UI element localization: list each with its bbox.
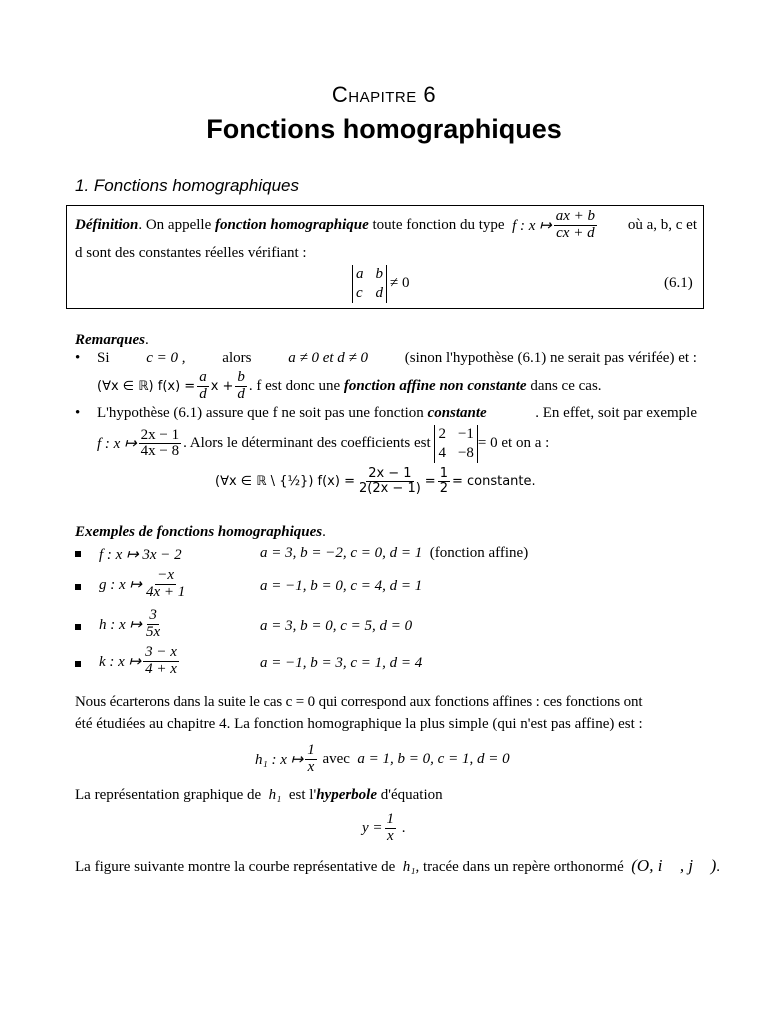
square-bullet-icon [75,661,81,667]
definition-f-prefix: f : x ↦ [512,217,552,234]
hyperbola-equation: y = $\frac{1}{x}$ . [362,811,406,844]
h1-definition: h₁ : x ↦ $\frac{1}{x}$ avec a = 1, b = 0, c = 1, d = 0 [255,742,510,775]
examples-heading: Exemples de fonctions homographiques. [75,524,326,540]
remark1-line1: Si c = 0 , alors a ≠ 0 et d ≠ 0 (sinon l'hypothèse (6.1) ne serait pas vérifée) et : [97,350,697,366]
example-coeffs: a = −1, b = 3, c = 1, d = 4 [260,655,423,671]
square-bullet-icon [75,584,81,590]
definition-term: fonction homographique [214,216,369,233]
paragraph-line: La figure suivante montre la courbe représentative de h₁, tracée dans un repère orthonormé (O, i⃗ , j⃗ ). [75,856,720,875]
remark2-line1: L'hypothèse (6.1) assure que f ne soit pas une fonction constante . En effet, soit par exemple [97,405,697,421]
definition-line2: d sont des constantes réelles vérifiant : [75,245,307,261]
example-lhs: h : x ↦ $\frac{3}{5x}$ [99,607,161,640]
bullet-icon: • [75,350,81,366]
definition-num: ax + b [555,208,595,224]
example-coeffs: a = −1, b = 0, c = 4, d = 1 [260,578,423,594]
definition-label: Définition [75,216,139,233]
section-heading: 1. Fonctions homographiques [75,176,299,195]
chapter-label: Chapitre 6 [331,82,437,107]
example-lhs: g : x ↦ $\frac{-x}{4x + 1}$ [99,567,186,600]
example-lhs: f : x ↦ 3x − 2 [99,547,182,563]
chapter-title: Fonctions homographiques [206,114,562,144]
square-bullet-icon [75,551,81,557]
remark1-line2: (∀x ∈ ℝ) f(x) = $\frac{a}{d}$ x + $\frac{b}{d}$ . f est donc une fonction affine non constante dans ce cas. [97,369,602,402]
remarks-label: Remarques. [75,332,149,348]
definition-text-b: toute fonction du type [372,216,505,233]
paragraph-line: Nous écarterons dans la suite le cas c = 0 qui correspond aux fonctions affines : ces fonctions ont [75,694,643,710]
equation-number: (6.1) [664,275,693,291]
example-coeffs: a = 3, b = 0, c = 5, d = 0 [260,618,413,634]
definition-text-a: On appelle [145,216,212,233]
example-lhs: k : x ↦ $\frac{3 - x}{4 + x}$ [99,644,177,677]
paragraph-line: La représentation graphique de h₁ est l'hyperbole d'équation [75,787,443,803]
remark2-line2: f : x ↦ $\frac{2x - 1}{4x - 8}$ . Alors le déterminant des coefficients est 2 −1 4 −8 = 0 et on a : [97,426,550,461]
square-bullet-icon [75,624,81,630]
remark2-formula: (∀x ∈ ℝ \ {½}) f(x) = $\frac{2x - 1}{2(2x - 1)}$ = $\frac{1}{2}$ = constante. [215,466,536,496]
definition-fraction [554,209,597,242]
definition-text-c: où a, b, c et [627,216,697,233]
paragraph-line: été étudiées au chapitre 4. La fonction homographique la plus simple (qui n'est pas affine) est : [75,716,643,732]
definition-determinant: a b c d ≠ 0 [352,265,409,303]
bullet-icon: • [75,405,81,421]
definition-den: cx + d [556,224,595,241]
example-coeffs: a = 3, b = −2, c = 0, d = 1 (fonction affine) [260,545,529,561]
definition-line1: Définition . On appelle fonction homographique toute fonction du type f : x ↦ $\frac{ax + b}{cx + d}$ où a, b, c et [75,208,697,241]
